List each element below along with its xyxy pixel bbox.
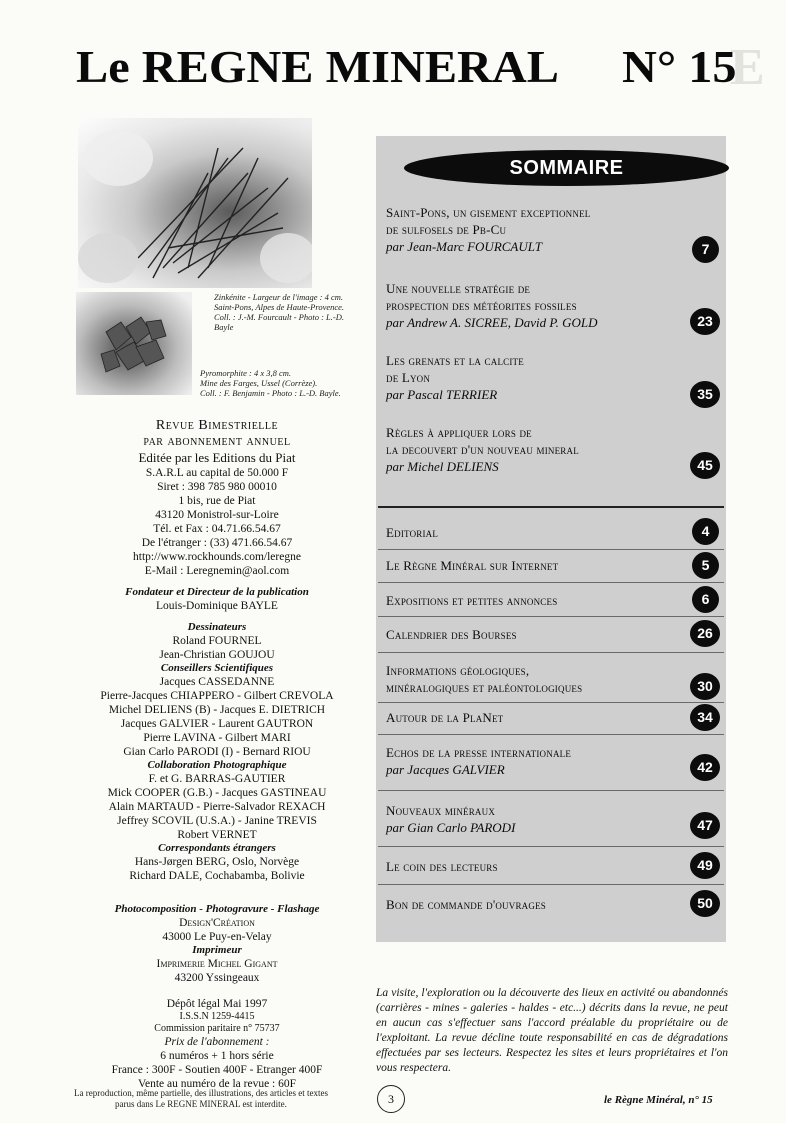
- production-name: 43000 Le Puy-en-Velay: [162, 931, 272, 943]
- toc-entry[interactable]: [386, 424, 686, 475]
- toc-entry[interactable]: [386, 592, 686, 609]
- staff-name: Jacques GALVIER - Laurent GAUTRON: [120, 718, 314, 730]
- masthead: [76, 40, 758, 100]
- toc-entry[interactable]: [386, 557, 686, 574]
- toc-entry[interactable]: [386, 204, 686, 255]
- page-badge: 50: [690, 890, 720, 917]
- issue-number: N° 15: [622, 41, 737, 92]
- pyromorphite-photo: [76, 292, 192, 395]
- caption-line: Pyromorphite : 4 x 3,8 cm.: [200, 368, 292, 378]
- staff-name: Jeffrey SCOVIL (U.S.A.) - Janine TREVIS: [117, 815, 317, 827]
- publication-frequency: Revue Bimestrielle: [155, 418, 279, 433]
- caption-line: Zinkénite - Largeur de l'image : 4 cm.: [214, 292, 343, 302]
- email-address: E-Mail : Leregnemin@aol.com: [144, 565, 290, 577]
- page-badge: 4: [692, 518, 719, 545]
- staff-name: Robert VERNET: [177, 829, 257, 841]
- staff-name: Pierre LAVINA - Gilbert MARI: [143, 732, 291, 744]
- entry-divider: [378, 884, 724, 885]
- toc-title: Autour de la PlaNet: [386, 710, 504, 725]
- toc-title: de sulfosels de Pb-Cu: [386, 222, 507, 237]
- toc-author: par Gian Carlo PARODI: [386, 820, 516, 835]
- staff-role: Correspondants étrangers: [158, 842, 276, 854]
- running-footer: le Règne Minéral, n° 15: [604, 1094, 713, 1106]
- production-name: Imprimerie Michel Gigant: [156, 958, 278, 970]
- staff-name: Mick COOPER (G.B.) - Jacques GASTINEAU: [107, 787, 327, 799]
- page-badge: 5: [692, 552, 719, 579]
- caption-line: Coll. : J.-M. Fourcault - Photo : L.-D. Bayle: [214, 312, 344, 332]
- toc-author: par Pascal TERRIER: [386, 387, 498, 402]
- staff-role: Dessinateurs: [187, 621, 247, 633]
- show-through-text: E: [730, 39, 765, 96]
- entry-divider: [378, 790, 724, 791]
- entry-divider: [378, 582, 724, 583]
- production-name: 43200 Yssingeaux: [174, 972, 260, 984]
- toc-entry[interactable]: [386, 524, 686, 541]
- entry-divider: [378, 846, 724, 847]
- page-badge: 45: [690, 452, 720, 479]
- toc-title: Le Règne Minéral sur Internet: [386, 558, 559, 573]
- toc-title: Nouveaux minéraux: [386, 803, 496, 818]
- legal-line: Commission paritaire n° 75737: [154, 1023, 280, 1034]
- publisher-name: Editée par les Editions du Piat: [138, 450, 296, 465]
- page-badge: 23: [690, 308, 720, 335]
- caption-line: Mine des Farges, Ussel (Corrèze).: [200, 378, 318, 388]
- toc-entry[interactable]: [386, 858, 686, 875]
- toc-author: par Jacques GALVIER: [386, 762, 505, 777]
- page-badge: 47: [690, 812, 720, 839]
- website-url: http://www.rockhounds.com/leregne: [133, 551, 301, 563]
- toc-title: la decouvert d'un nouveau mineral: [386, 442, 579, 457]
- entry-divider: [378, 616, 724, 617]
- staff-name: Hans-Jørgen BERG, Oslo, Norvège: [134, 856, 300, 868]
- toc-entry[interactable]: [386, 709, 686, 726]
- pyromorphite-caption: [200, 368, 350, 398]
- toc-title: Une nouvelle stratégie de: [386, 281, 531, 296]
- toc-entry[interactable]: [386, 896, 686, 913]
- toc-title: Editorial: [386, 525, 439, 540]
- caption-line: Coll. : F. Benjamin - Photo : L.-D. Bayle.: [200, 388, 341, 398]
- legal-line: I.S.S.N 1259-4415: [179, 1011, 255, 1022]
- publisher-detail: S.A.R.L au capital de 50.000 F: [145, 467, 289, 479]
- pyromorphite-crystals-image: [76, 292, 192, 395]
- entry-divider: [378, 549, 724, 550]
- toc-entry[interactable]: [386, 662, 686, 696]
- production-role: Photocomposition - Photogravure - Flashage: [114, 903, 320, 915]
- staff-name: Alain MARTAUD - Pierre-Salvador REXACH: [108, 801, 326, 813]
- staff-name: Richard DALE, Cochabamba, Bolivie: [129, 870, 305, 882]
- toc-entry[interactable]: [386, 626, 686, 643]
- toc-title: Expositions et petites annonces: [386, 593, 558, 608]
- page-badge: 42: [690, 754, 720, 781]
- section-divider: [378, 506, 724, 508]
- staff-name: Roland FOURNEL: [172, 635, 262, 647]
- toc-title: minéralogiques et paléontologiques: [386, 680, 583, 695]
- staff-role: Collaboration Photographique: [147, 759, 287, 771]
- production-role: Imprimeur: [192, 944, 242, 956]
- toc-title: Echos de la presse internationale: [386, 745, 572, 760]
- staff-name: Michel DELIENS (B) - Jacques E. DIETRICH: [108, 704, 326, 716]
- toc-title: Saint-Pons, un gisement exceptionnel: [386, 205, 591, 220]
- toc-title: Calendrier des Bourses: [386, 627, 517, 642]
- toc-author: par Michel DELIENS: [386, 459, 499, 474]
- production-name: Design'Création: [179, 917, 255, 929]
- toc-title: Bon de commande d'ouvrages: [386, 897, 546, 912]
- toc-title: Informations géologiques,: [386, 663, 530, 678]
- toc-entry[interactable]: [386, 352, 686, 403]
- publisher-detail: De l'étranger : (33) 471.66.54.67: [141, 537, 293, 549]
- legal-line: Dépôt légal Mai 1997: [166, 998, 268, 1010]
- subscription-line: 6 numéros + 1 hors série: [160, 1050, 274, 1062]
- publisher-detail: Siret : 398 785 980 00010: [157, 481, 277, 493]
- reproduction-notice: La reproduction, même partielle, des illustrations, des articles et textes parus dans Le REGNE MINERAL est interdite.: [74, 1088, 328, 1109]
- zinkenite-caption: [214, 292, 364, 332]
- publisher-detail: Tél. et Fax : 04.71.66.54.67: [153, 523, 281, 535]
- publisher-detail: 1 bis, rue de Piat: [178, 495, 256, 507]
- toc-entry[interactable]: [386, 744, 686, 778]
- magazine-title: Le REGNE MINERAL: [76, 41, 560, 92]
- subscription-mode: par abonnement annuel: [143, 434, 291, 449]
- toc-author: par Jean-Marc FOURCAULT: [386, 239, 542, 254]
- page-badge: 6: [692, 586, 719, 613]
- page-badge: 35: [690, 381, 720, 408]
- staff-name: Gian Carlo PARODI (I) - Bernard RIOU: [123, 746, 311, 758]
- staff-name: Louis-Dominique BAYLE: [156, 600, 278, 612]
- staff-name: F. et G. BARRAS-GAUTIER: [148, 773, 286, 785]
- page-number: 3: [377, 1085, 405, 1113]
- entry-divider: [378, 652, 724, 653]
- sommaire-heading: SOMMAIRE: [404, 150, 729, 186]
- page-badge: 26: [690, 620, 720, 647]
- entry-divider: [378, 702, 724, 703]
- staff-role: Conseillers Scientifiques: [160, 662, 274, 674]
- page-badge: 49: [690, 852, 720, 879]
- caption-line: Saint-Pons, Alpes de Haute-Provence.: [214, 302, 345, 312]
- toc-title: Règles à appliquer lors de: [386, 425, 532, 440]
- masthead-credits: [76, 418, 358, 1091]
- toc-title: Le coin des lecteurs: [386, 859, 498, 874]
- zinkenite-photo: [78, 118, 312, 288]
- staff-name: Pierre-Jacques CHIAPPERO - Gilbert CREVOLA: [100, 690, 334, 702]
- staff-name: Jacques CASSEDANNE: [159, 676, 275, 688]
- toc-title: prospection des météorites fossiles: [386, 298, 577, 313]
- publisher-detail: 43120 Monistrol-sur-Loire: [155, 509, 279, 521]
- toc-title: de Lyon: [386, 370, 431, 385]
- staff-role: Fondateur et Directeur de la publication: [125, 586, 309, 598]
- toc-entry[interactable]: [386, 802, 686, 836]
- page-badge: 34: [690, 704, 720, 731]
- page-badge: 7: [692, 236, 719, 263]
- page-badge: 30: [690, 673, 720, 700]
- toc-entry[interactable]: [386, 280, 686, 331]
- entry-divider: [378, 734, 724, 735]
- subscription-line: Vente au numéro de la revue : 60F: [137, 1078, 297, 1090]
- subscription-line: France : 300F - Soutien 400F - Etranger 400F: [111, 1064, 323, 1076]
- toc-title: Les grenats et la calcite: [386, 353, 524, 368]
- staff-name: Jean-Christian GOUJOU: [159, 649, 275, 661]
- site-visit-warning: La visite, l'exploration ou la découverte des lieux en activité ou abandonnés (carrières - mines - galeries - haldes - etc...) décrits dans la revue, ne peut en aucun cas s'effectuer sans l'accord préalable du propriétaire ou de l'exploitant. La revue décline toute responsabilité en cas de dégradations effectuées par ses lecteurs. Respectez les sites et leurs propriétaires et l'on vous respectera.: [376, 987, 728, 1074]
- subscription-heading: Prix de l'abonnement :: [164, 1036, 270, 1048]
- toc-author: par Andrew A. SICREE, David P. GOLD: [386, 315, 598, 330]
- zinkenite-crystals-image: [78, 118, 312, 288]
